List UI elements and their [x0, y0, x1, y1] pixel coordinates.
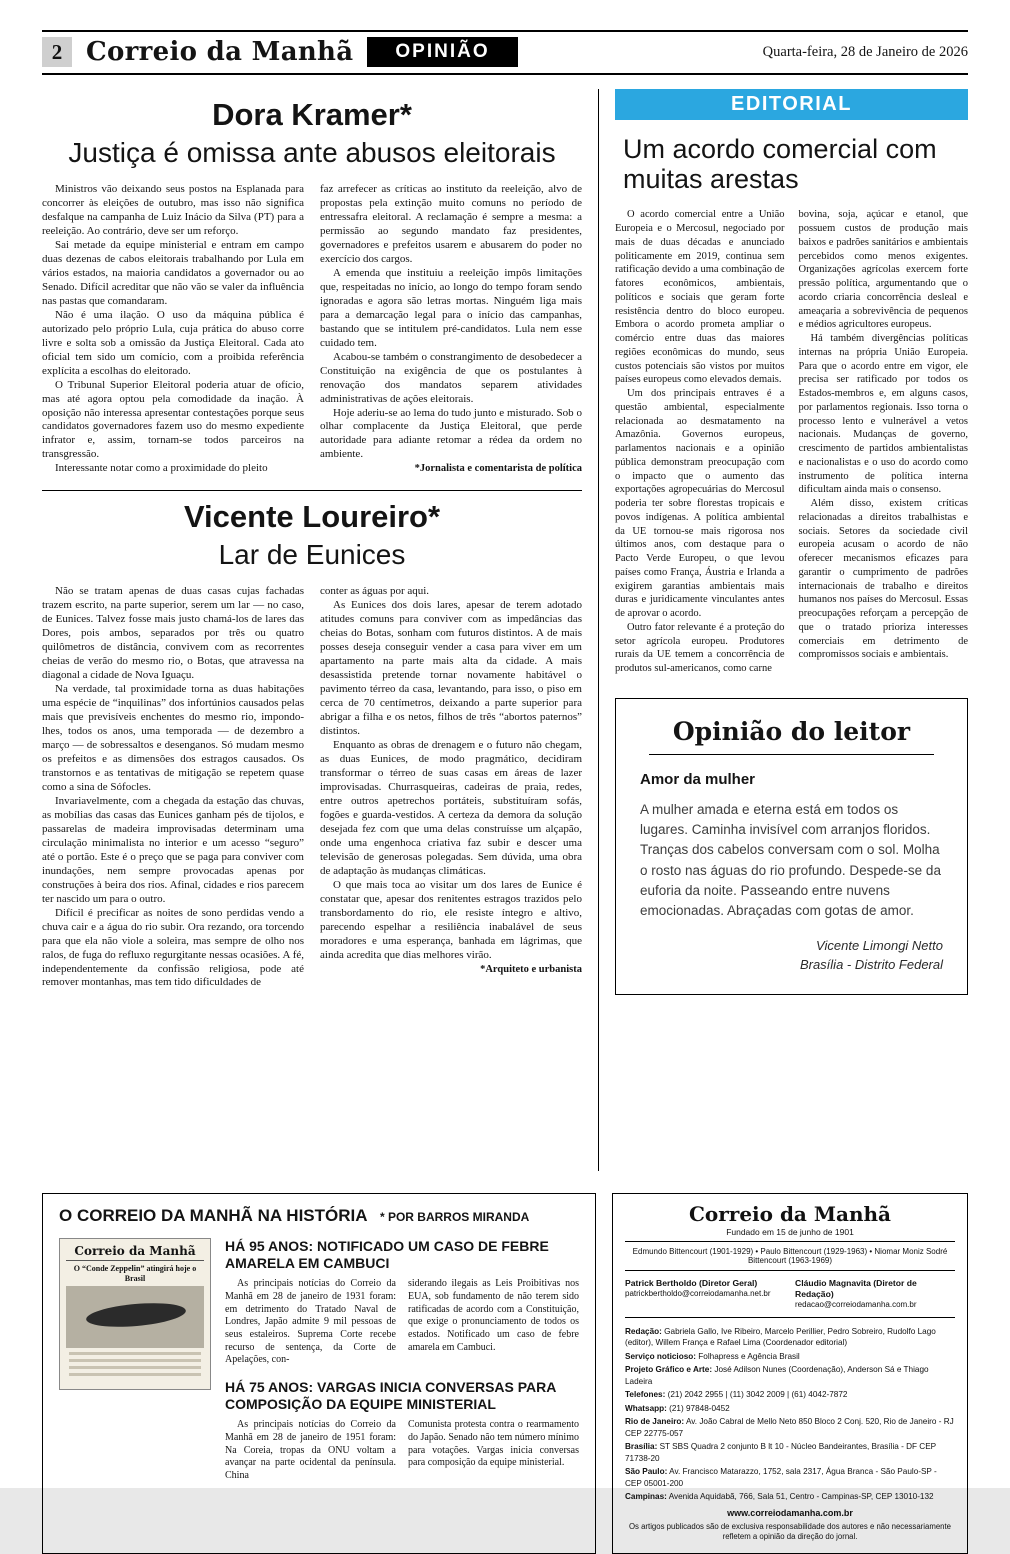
history-item-column-2	[408, 1278, 579, 1367]
article-author: Dora Kramer*	[212, 97, 412, 132]
article-column-2	[320, 183, 582, 476]
editorial-body	[615, 208, 968, 676]
history-item-column-2	[408, 1419, 579, 1482]
paragraph: O que mais toca ao visitar um dos lares de Eunice é constatar que, apesar dos renitentes estragos trazidos pelo transbordamento do rio, ele resiste íntegro e altivo, parecendo espelhar a resiliência inabalável de seus moradores e uma esperança, banhada em lágrimas, que ainda acredita que dias melhores virão.	[320, 878, 582, 961]
history-item-75-anos	[225, 1379, 579, 1483]
history-box	[42, 1193, 596, 1554]
article-column-1	[42, 183, 304, 476]
bottom-row	[42, 1193, 968, 1554]
paragraph: conter as águas por aqui.	[320, 585, 430, 598]
paragraph: Enquanto as obras de drenagem e o futuro não chegam, as duas Eunices, de modo pragmático, decidiram transformar o térreo de suas casas em áreas de lazer improvisadas. Churrasqueiras, cadeiras de praia, redes, entre outros apetrechos portáteis, substituíram sofás, fogões e guarda-vestidos. A certeza da demora da solução desejada fez com que uma delas construísse um alçapão, onde uma engenhoca criativa faz subir e descer uma televisão de generosas polegadas. Sem dúvida, uma obra de adaptação às mudanças climáticas.	[320, 739, 582, 877]
clipping-photo	[66, 1286, 204, 1348]
paragraph: Não se tratam apenas de duas casas cujas fachadas trazem escrito, na parte superior, serem um lar — no caso, de Eunices. Talvez fosse mais justo chamá-los de lares das Dores, pois ambos, separados por três ou quatro quilômetros de distância, convivem com as recorrentes cheias de verão do mesmo rio, o Botas, que atravessa na diagonal a cidade de Nova Iguaçu.	[42, 585, 304, 682]
masthead-rule	[625, 1317, 955, 1318]
article-vicente-loureiro	[42, 499, 582, 990]
clipping-masthead: Correio da Manhã	[66, 1244, 204, 1261]
masthead-founders: Edmundo Bittencourt (1901-1929) • Paulo Bittencourt (1929-1963) • Niomar Moniz Sodré Bittencourt (1963-1969)	[632, 1247, 948, 1265]
paragraph: Difícil é precificar as noites de sono perdidas vendo a chuva cair e a água do rio subir. Ora rezando, ora torcendo para que ela não viole a soleira, mas sempre de olho nos ralos, de fuga do refluxo regurgitante nessas ocasiões. A fé, independentemente da confissão religiosa, pode até remover montanhas, mas tem tido dificuldades de	[42, 906, 304, 989]
paragraph: Na verdade, tal proximidade torna as duas habitações uma espécie de “inquilinas” dos infortúnios causados pelas mais que previsíveis enchentes do mesmo rio, impondo-lhes, todos os anos, uma temporada — de dezembro a março — de sobressaltos e desenganos. Só mudam mesmo os prefeitos e as dimensões dos estragos causados. Os transtornos e as tentativas de mitigação se repetem quase como a sina de Sófocles.	[42, 683, 304, 793]
paragraph: Acabou-se também o constrangimento de desobedecer a Constituição na exigência de que os postulantes à renovação dos mandatos separem atividades administrativas de ações eleitorais.	[320, 350, 582, 405]
masthead-line: Telefones: (21) 2042 2955 | (11) 3042 2009 | (61) 4042-7872	[625, 1390, 848, 1400]
masthead-logo: Correio da Manhã	[688, 1202, 891, 1226]
paragraph: O acordo comercial entre a União Europeia e o Mercosul, negociado por mais de duas décadas e anunciado politicamente em 2019, continua sem ratificação devido a uma combinação de fatores econômicos, ambientais, políticos e sociais que geram forte resistência dentro do bloco europeu. Embora o acordo prometa ampliar o comércio entre duas das maiores regiões econômicas do mundo, seus custos potenciais são vistos por muitos países europeus como elevados demais.	[615, 209, 785, 386]
history-item-body	[225, 1278, 579, 1367]
article-title: Justiça é omissa ante abusos eleitorais	[68, 137, 556, 168]
paragraph: Um dos principais entraves é a questão ambiental, especialmente relacionada ao desmatamento na Amazônia. Governos europeus, parlamentos nacionais e a opinião pública demonstram preocupação com o impacto que o aumento das exportações agropecuárias do Mercosul poderia ter sobre florestas tropicais e povos indígenas. A política ambiental da UE tornou-se mais rigorosa nos últimos anos, com destaque para o Pacto Verde Europeu, o que levou países como França, Áustria e Irlanda a exigirem garantias ambientais mais duras e juridicamente vinculantes antes de aprovar o acordo.	[615, 388, 785, 620]
main-content	[42, 89, 968, 1171]
page-header	[42, 30, 968, 75]
article-column-2	[320, 585, 582, 990]
paragraph: siderando ilegais as Leis Proibitivas nos EUA, sob fundamento de não terem sido ratificadas de acordo com a Constituição, que exige o pronunciamento de todos os estados. Notificado um caso de febre amarela em Cambuci.	[408, 1278, 579, 1353]
paragraph: bovina, soja, açúcar e etanol, que possuem custos de produção mais baixos e padrões sanitários e ambientais percebidos como menos exigentes. Organizações agrícolas exercem forte pressão política, argumentando que o acordo criaria concorrência desleal e ameaçaria a sobrevivência de pequenos e médios agricultores europeus.	[798, 209, 968, 331]
history-title-row	[59, 1206, 579, 1226]
masthead-line: Projeto Gráfico e Arte: José Adilson Nunes (Coordenação), Anderson Sá e Thiago Ladeira	[625, 1365, 929, 1386]
letter-author	[640, 937, 943, 973]
reader-section-title: Opinião do leitor	[672, 716, 911, 746]
masthead-line: Redação: Gabriela Gallo, Ive Ribeiro, Marcelo Perillier, Pedro Sobreiro, Rudolfo Lago (editor), Willem França e Rafael Lima (Coordenador editorial)	[625, 1326, 936, 1348]
paragraph: Comunista protesta contra o rearmamento do Japão. Senado não tem número mínimo para votações. Vargas inicia conversas para composição da equipe ministerial.	[408, 1419, 579, 1469]
masthead-founded: Fundado em 15 de junho de 1901	[726, 1227, 854, 1237]
article-body	[42, 183, 582, 476]
paragraph: Hoje aderiu-se ao lema do tudo junto e misturado. Sob o olhar complacente da Justiça Eleitoral, que perde autoridade para adiante retomar a rédea da ordem no ambiente.	[320, 406, 582, 461]
history-item-column-1	[225, 1278, 396, 1367]
clipping-headline: O “Conde Zeppelin” atingirá hoje o Brasil	[73, 1264, 197, 1283]
editorial-column-1	[615, 208, 785, 676]
paragraph: Interessante notar como a proximidade do pleito	[55, 462, 268, 475]
masthead-directors	[625, 1274, 955, 1314]
paragraph: As principais notícias do Correio da Manhã em 28 de janeiro de 1951 foram: Na Coreia, tropas da ONU voltam a avançar na parte ocidental da península. China	[225, 1419, 396, 1481]
letter-title: Amor da mulher	[640, 770, 756, 788]
paragraph: O Tribunal Superior Eleitoral poderia atuar de ofício, mas até agora optou pela comodidade da inação. À oposição não interessa apresentar contestações porque seus candidatos governadores fazem uso do mesmo expediente infrator e, assim, tornam-se todos parceiros na transgressão.	[42, 378, 304, 461]
paragraph: Além disso, existem críticas relacionadas a direitos trabalhistas e sociais. Setores da sociedade civil europeia acusam o acordo de não oferecer mecanismos eficazes para garantir o cumprimento de padrões internacionais de trabalho e direitos humanos nos países do Mercosul. Essas preocupações reforçam a percepção de que o tratado prioriza interesses comerciais em detrimento de compromissos sociais e ambientais.	[798, 498, 968, 661]
history-item-95-anos	[225, 1238, 579, 1367]
director-name: Cláudio Magnavita (Diretor de Redação)	[795, 1278, 917, 1300]
author-signature: *Jornalista e comentarista de política	[414, 463, 582, 475]
page-number: 2	[42, 37, 72, 67]
paragraph: Invariavelmente, com a chegada da estação das chuvas, as mobílias das casas das Eunices ganham pés de tijolos, e passarelas de madeira improvisadas determinam uma circulação minimalista no interior e um acesso “seguro” até o portão. Este é o preço que se paga para conviver com inundações, nem sempre provocadas apenas por construções à beira dos rios. Afinal, cidades e rios parecem ter nascido um para o outro.	[42, 794, 304, 905]
masthead-line: Rio de Janeiro: Av. João Cabral de Mello Neto 850 Bloco 2 Conj. 520, Rio de Janeiro - RJ CEP 22775-057	[625, 1417, 954, 1438]
history-item-body	[225, 1419, 579, 1482]
editorial-column-2	[799, 208, 969, 676]
left-column-region	[42, 89, 598, 1171]
paragraph: As principais notícias do Correio da Manhã em 28 de janeiro de 1931 foram: em detrimento do Tratado Naval de Londres, Japão admite 9 mil pessoas de seus estaleiros. Suprema Corte recebe recurso de sentença, da Corte de Apelações, con-	[225, 1278, 396, 1366]
article-column-1	[42, 585, 304, 990]
director-general	[625, 1278, 785, 1311]
right-column-region	[598, 89, 968, 1171]
editorial-title: Um acordo comercial com muitas arestas	[623, 134, 937, 195]
newspaper-logo: Correio da Manhã	[86, 37, 354, 67]
masthead-line: Serviço noticioso: Folhapress e Agência Brasil	[625, 1351, 800, 1361]
director-email: patrickbertholdo@correiodamanha.net.br	[625, 1289, 771, 1299]
paragraph: A emenda que instituiu a reeleição impôs limitações que, respeitadas no início, ao longo do tempo foram sendo ignoradas e agora são letras mortas. Ninguém liga mais para a demarcação legal para o início das campanhas, bastando que se intitulem pré-candidatos. Lula nem esse cuidado tem.	[320, 266, 582, 349]
letter-body: A mulher amada e eterna está em todos os lugares. Caminha invisível com arranjos floridos. Tranças dos cabelos conversam com o sol. Molha o rosto nas águas do rio profundo. Despede-se da euforia da noite. Passeando entre nuvens emocionadas. Abraçadas com gotas de amor.	[640, 801, 941, 919]
editorial-article	[615, 89, 968, 676]
director-name: Patrick Bertholdo (Diretor Geral)	[625, 1278, 758, 1288]
masthead-line: São Paulo: Av. Francisco Matarazzo, 1752, sala 2317, Água Branca - São Paulo-SP - CEP 05001-200	[625, 1467, 937, 1488]
article-divider	[42, 490, 582, 491]
section-badge: OPINIÃO	[367, 37, 517, 67]
history-item-column-1	[225, 1419, 396, 1482]
masthead-info-lines	[625, 1321, 955, 1503]
article-title: Lar de Eunices	[218, 539, 406, 571]
paragraph: Ministros vão deixando seus postos na Esplanada para concorrer às eleições de outubro, mas isso não significa desfalque na campanha de Luiz Inácio da Silva (PT) para a reeleição. Ao contrário, deve ser um reforço.	[42, 183, 304, 237]
masthead-disclaimer: Os artigos publicados são de exclusiva responsabilidade dos autores e não necessariamente refletem a opinião da direção do jornal.	[628, 1521, 952, 1542]
paragraph: Há também divergências políticas internas na própria União Europeia. Para que o acordo entre em vigor, ele precisa ser ratificado por todos os Estados-membros e, em alguns casos, por parlamentos regionais. Isso torna o processo lento e vulnerável a vetos nacionais. Mudanças de governo, crescimento de partidos ambientalistas e nacionalistas e o uso do acordo como instrumento de política interna dificultam ainda mais o consenso.	[798, 333, 968, 496]
director-redacao	[795, 1278, 955, 1311]
history-items	[225, 1238, 579, 1495]
masthead-line: Whatsapp: (21) 97848-0452	[625, 1403, 730, 1413]
history-item-title: HÁ 75 ANOS: VARGAS INICIA CONVERSAS PARA COMPOSIÇÃO DA EQUIPE MINISTERIAL	[225, 1378, 556, 1413]
director-email: redacao@correiodamanha.com.br	[795, 1300, 917, 1310]
history-item-title: HÁ 95 ANOS: NOTIFICADO UM CASO DE FEBRE AMARELA EM CAMBUCI	[225, 1238, 549, 1272]
masthead-rule	[625, 1241, 955, 1242]
newspaper-clipping-image	[59, 1238, 211, 1390]
history-byline: * POR BARROS MIRANDA	[379, 1210, 530, 1224]
history-content	[59, 1238, 579, 1495]
letter-author-location: Brasília - Distrito Federal	[799, 956, 943, 972]
zeppelin-illustration	[85, 1300, 187, 1331]
reader-opinion-box	[615, 698, 968, 995]
paragraph: Não é uma ilação. O uso da máquina pública é autorizado pelo próprio Lula, cuja prática do abuso corre livre e solta sob a omissão da Justiça Eleitoral. Cada ato oficial tem sido um comício, com a proibida referência explícita a escolhas do eleitorado.	[42, 308, 304, 377]
editorial-label: EDITORIAL	[615, 89, 968, 120]
history-title: O CORREIO DA MANHÃ NA HISTÓRIA	[59, 1206, 368, 1225]
article-body	[42, 585, 582, 990]
paragraph: Outro fator relevante é a proteção do setor agrícola europeu. Produtores rurais da UE temem a concorrência de produtos sul-americanos, como carne	[615, 621, 785, 675]
paragraph: faz arrefecer as críticas ao instituto da reeleição, alvo de propostas pela extinção muito comuns no período de entressafra eleitoral. A reclamação é sempre a mesma: a permissão ao segundo mandato faz presidentes, governadores e prefeitos usarem e abusarem do poder no exercício dos cargos.	[320, 183, 582, 265]
reader-title-rule	[649, 754, 934, 755]
masthead-website: www.correiodamanha.com.br	[727, 1507, 853, 1518]
letter-author-name: Vicente Limongi Netto	[816, 938, 943, 954]
author-signature: *Arquiteto e urbanista	[480, 963, 582, 975]
masthead-line: Brasília: ST SBS Quadra 2 conjunto B lt 10 - Núcleo Bandeirantes, Brasília - DF CEP 71738-20	[625, 1442, 936, 1463]
paragraph: Sai metade da equipe ministerial e entram em campo duas dezenas de cabos eleitorais trabalhando por Lula em vários estados, na maioria candidatos a governador ou ao Senado. Difícil acreditar que não vão se valer da influência nas pastas que comandaram.	[42, 238, 304, 307]
clipping-text-lines	[66, 1352, 204, 1376]
article-author: Vicente Loureiro*	[183, 499, 441, 535]
masthead-box	[612, 1193, 968, 1554]
article-dora-kramer	[42, 97, 582, 476]
masthead-line: Campinas: Avenida Aquidabã, 766, Sala 51, Centro - Campinas-SP, CEP 13010-132	[625, 1492, 934, 1502]
paragraph: As Eunices dos dois lares, apesar de terem adotado atitudes comuns para conviver com as impedâncias das cheias do Botas, sonham com futuros distintos. A de mais posses deseja conseguir vender a casa para viver em um apartamento na parte mais alta da cidade. A mais desassistida pretende tornar novamente habitável o pavimento térreo da casa, levantando, para isso, o piso em cerca de 70 centímetros, deixando a parte superior para abrigar a filha e os netos, filhos de três “abortos paternos” distintos.	[320, 599, 582, 738]
edition-date: Quarta-feira, 28 de Janeiro de 2026	[762, 43, 968, 60]
masthead-rule	[625, 1270, 955, 1271]
